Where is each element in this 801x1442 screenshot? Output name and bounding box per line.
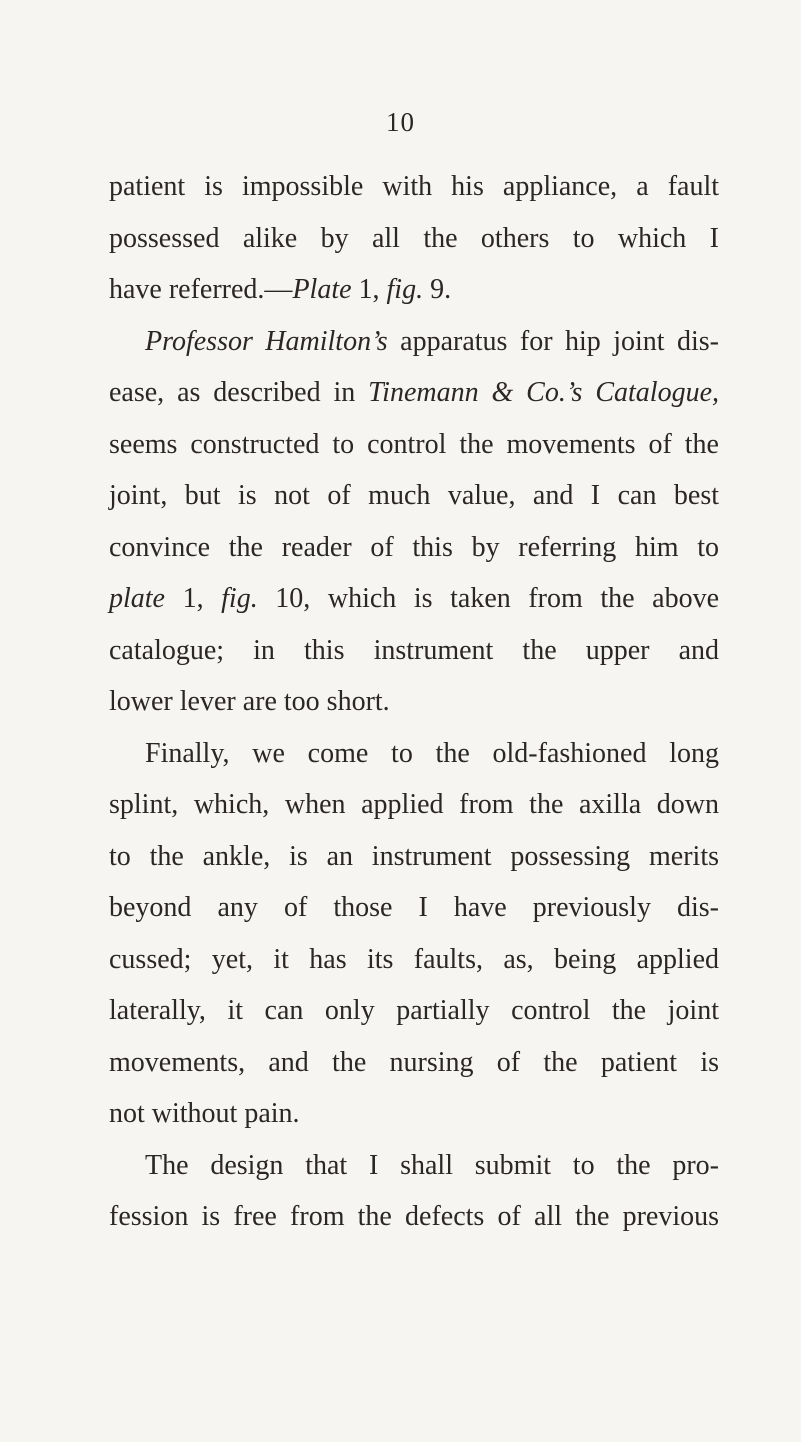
- italic-text: Plate: [292, 274, 352, 305]
- text-line: [109, 218, 719, 270]
- text-span: Finally, we come to the old-fashioned long: [145, 737, 719, 769]
- text-span: 1,: [165, 583, 222, 614]
- text-line: [109, 681, 719, 733]
- text-span: have referred.—: [109, 274, 293, 305]
- text-line: [109, 321, 719, 373]
- page-number: 10: [386, 107, 415, 137]
- text-line: [109, 475, 719, 527]
- text-line: [109, 784, 719, 836]
- italic-text: fig.: [386, 274, 424, 305]
- text-span: cussed; yet, it has its faults, as, being applied: [109, 943, 719, 975]
- body-text: [109, 166, 719, 1248]
- text-span: splint, which, when applied from the axilla down: [109, 789, 719, 820]
- text-line: [109, 733, 719, 785]
- text-line: [109, 630, 719, 682]
- text-line: [109, 836, 719, 888]
- text-span: patient is impossible with his appliance, a fault: [109, 171, 719, 202]
- text-span: lower lever are too short.: [109, 686, 390, 717]
- text-line: [109, 1042, 719, 1094]
- text-span: convince the reader of this by referring him to: [109, 531, 719, 563]
- text-line: [109, 166, 719, 218]
- text-span: movements, and the nursing of the patient is: [109, 1046, 719, 1078]
- italic-text: plate: [109, 583, 165, 614]
- text-span: laterally, it can only partially control the joint: [109, 995, 719, 1026]
- text-line: [109, 424, 719, 476]
- text-span: to the ankle, is an instrument possessing merits: [109, 840, 719, 872]
- text-span: 9.: [423, 274, 452, 305]
- text-span: not without pain.: [109, 1098, 300, 1129]
- text-line: [109, 269, 719, 321]
- text-line: [109, 1196, 719, 1248]
- text-line: [109, 527, 719, 579]
- text-span: The design that I shall submit to the pro-: [145, 1149, 719, 1181]
- text-span: catalogue; in this instrument the upper and: [109, 634, 719, 666]
- text-span: seems constructed to control the movements of the: [109, 428, 719, 460]
- text-span: apparatus for hip joint dis-: [387, 325, 719, 357]
- text-span: fession is free from the defects of all the previous: [109, 1201, 719, 1232]
- text-span: 1,: [351, 274, 387, 305]
- text-span: 10, which is taken from the above: [257, 583, 719, 614]
- text-line: [109, 939, 719, 991]
- text-line: [109, 1093, 719, 1145]
- text-span: ease, as described in: [109, 377, 369, 408]
- text-line: [109, 578, 719, 630]
- text-line: [109, 990, 719, 1042]
- text-span: beyond any of those I have previously dis-: [109, 892, 719, 923]
- text-line: [109, 887, 719, 939]
- italic-text: Professor Hamilton’s: [145, 325, 388, 357]
- italic-text: Tinemann & Co.’s Catalogue,: [368, 377, 719, 408]
- text-span: possessed alike by all the others to which I: [109, 222, 719, 254]
- text-line: [109, 372, 719, 424]
- text-span: joint, but is not of much value, and I can best: [109, 480, 719, 511]
- text-line: [109, 1145, 719, 1197]
- italic-text: fig.: [221, 583, 258, 614]
